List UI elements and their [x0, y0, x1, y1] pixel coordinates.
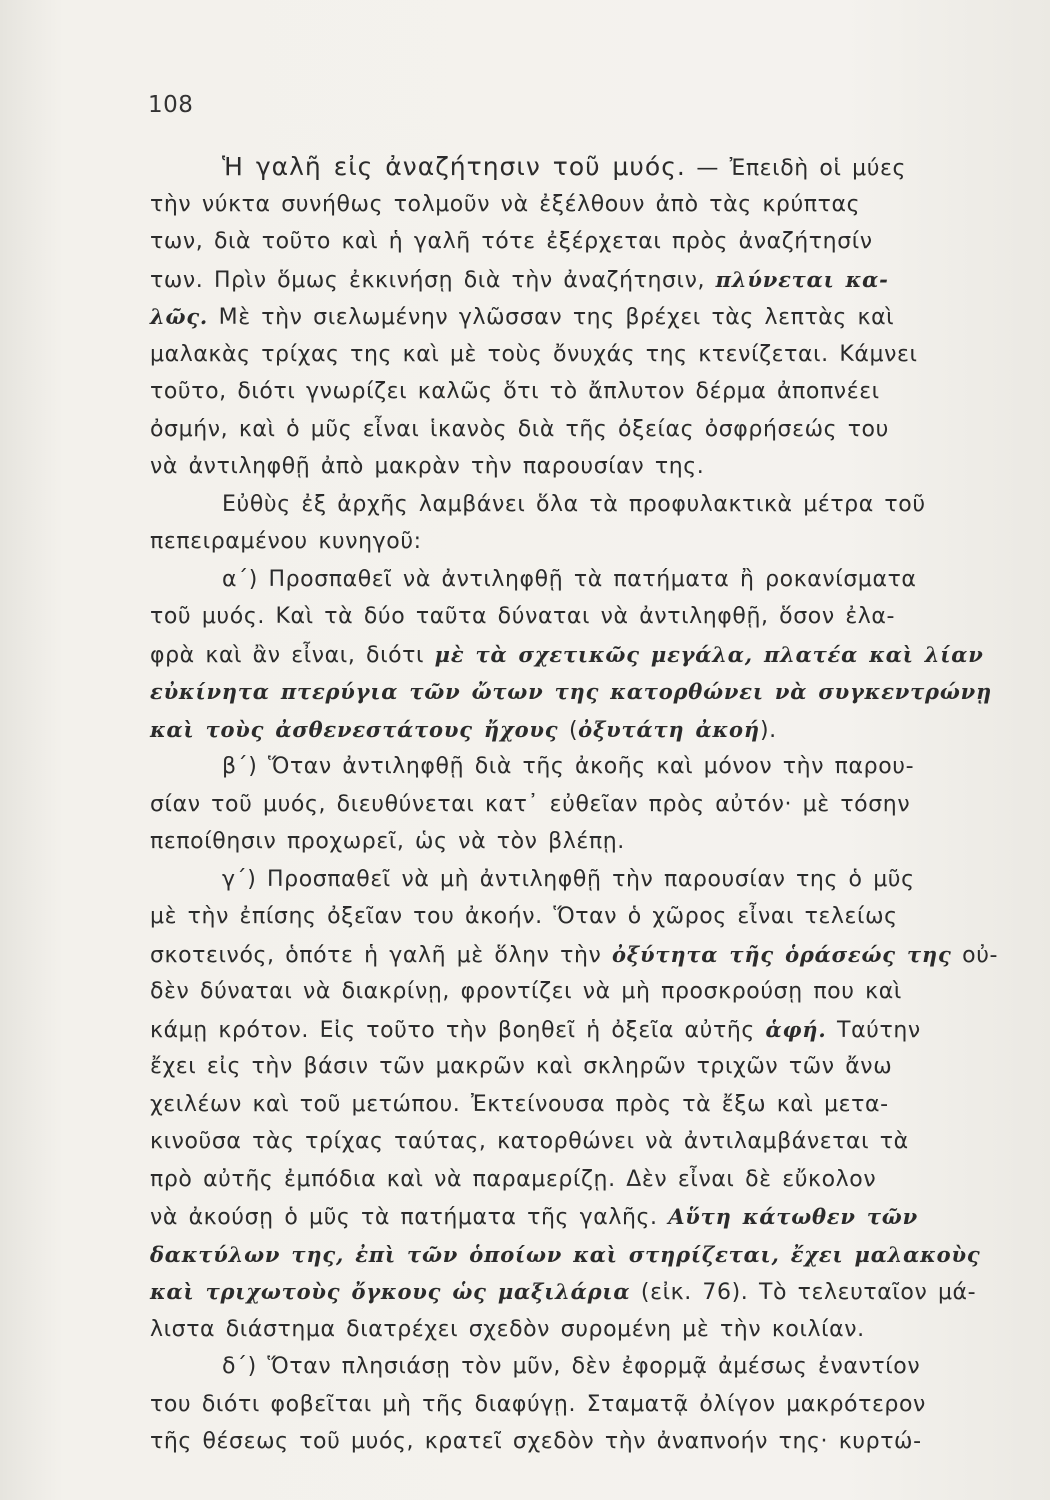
text-segment: Ταύτην — [826, 1017, 921, 1043]
emphasis-text: ὀξυτάτη ἀκοή — [578, 716, 760, 742]
text-line — [150, 373, 1020, 411]
text-segment: δ΄) Ὅταν πλησιάσῃ τὸν μῦν, δὲν ἐφορμᾷ ἀμέσως ἐναντίον — [222, 1354, 921, 1379]
text-line — [150, 1311, 1020, 1349]
text-line — [150, 561, 1020, 599]
section-heading: Ἡ γαλῆ εἰς ἀναζήτησιν τοῦ μυός. — [222, 152, 686, 181]
text-line — [150, 748, 1020, 786]
text-segment: (εἰκ. 76). Τὸ τελευταῖον μά- — [630, 1280, 977, 1305]
text-line — [150, 523, 1020, 561]
text-line — [150, 1048, 1020, 1086]
text-segment: τὴν νύκτα συνήθως τολμοῦν νὰ ἐξέλθουν ἀπὸ τὰς κρύπτας — [150, 191, 861, 217]
emphasis-text: δακτύλων της, ἐπὶ τῶν ὁποίων καὶ στηρίζεται, ἔχει μαλακοὺς — [150, 1241, 981, 1267]
text-segment: β΄) Ὅταν ἀντιληφθῇ διὰ τῆς ἀκοῆς καὶ μόνον τὴν παρου- — [222, 754, 915, 779]
text-line — [150, 1086, 1020, 1124]
text-line — [150, 936, 1020, 974]
text-segment: σίαν τοῦ μυός, διευθύνεται κατ᾽ εὐθεῖαν πρὸς αὐτόν· μὲ τόσην — [150, 791, 911, 817]
text-segment: τῆς θέσεως τοῦ μυός, κρατεῖ σχεδὸν τὴν ἀναπνοήν της· κυρτώ- — [150, 1429, 922, 1454]
text-segment: πεπειραμένου κυνηγοῦ: — [150, 529, 422, 554]
text-segment: νὰ ἀκούσῃ ὁ μῦς τὰ πατήματα τῆς γαλῆς. — [150, 1205, 669, 1230]
text-segment: γ΄) Προσπαθεῖ νὰ μὴ ἀντιληφθῇ τὴν παρουσίαν της ὁ μῦς — [222, 866, 915, 892]
text-segment: ( — [558, 717, 579, 743]
text-segment: φρὰ καὶ ἂν εἶναι, διότι — [150, 642, 435, 668]
text-segment: λιστα διάστημα διατρέχει σχεδὸν συρομένη μὲ τὴν κοιλίαν. — [150, 1316, 865, 1342]
text-line — [150, 898, 1020, 936]
text-line — [150, 186, 1020, 224]
text-segment: α΄) Προσπαθεῖ νὰ ἀντιληφθῇ τὰ πατήματα ἢ ροκανίσματα — [222, 566, 917, 592]
text-line — [150, 1348, 1020, 1386]
emphasis-text: πλύνεται κα- — [715, 266, 889, 292]
text-segment: των. Πρὶν ὅμως ἐκκινήσῃ διὰ τὴν ἀναζήτησιν, — [150, 267, 716, 293]
emphasis-text: ἁφή. — [765, 1016, 827, 1042]
emphasis-text: λῶς. — [150, 304, 209, 329]
emphasis-text: Αὕτη κάτωθεν τῶν — [668, 1204, 918, 1229]
text-segment: μαλακὰς τρίχας της καὶ μὲ τοὺς ὄνυχάς της κτενίζεται. Κάμνει — [150, 341, 918, 367]
text-line — [150, 823, 1020, 861]
text-segment: πεποίθησιν προχωρεῖ, ὡς νὰ τὸν βλέπῃ. — [150, 829, 625, 854]
text-line — [150, 598, 1020, 636]
text-line — [150, 1198, 1020, 1236]
text-segment: τοῦ μυός. Καὶ τὰ δύο ταῦτα δύναται νὰ ἀντιληφθῇ, ὅσον ἐλα- — [150, 604, 896, 629]
emphasis-text: καὶ τριχωτοὺς ὄγκους ὡς μαξιλάρια — [150, 1279, 631, 1304]
text-line — [150, 298, 1020, 336]
text-segment: σκοτεινός, ὁπότε ἡ γαλῆ μὲ ὅλην τὴν — [150, 942, 612, 968]
text-segment: Εὐθὺς ἐξ ἀρχῆς λαμβάνει ὅλα τὰ προφυλακτικὰ μέτρα τοῦ — [222, 491, 926, 517]
text-line — [150, 636, 1020, 674]
text-line — [150, 786, 1020, 824]
text-line — [150, 223, 1020, 261]
text-segment: ). — [759, 717, 777, 743]
text-line — [150, 861, 1020, 899]
text-line — [150, 261, 1020, 299]
page-number: 108 — [148, 92, 194, 118]
text-line — [150, 673, 1020, 711]
emphasis-text: μὲ τὰ σχετικῶς μεγάλα, πλατέα καὶ λίαν — [434, 641, 984, 667]
text-segment: κινοῦσα τὰς τρίχας ταύτας, κατορθώνει νὰ ἀντιλαμβάνεται τὰ — [150, 1129, 909, 1154]
text-line — [150, 1161, 1020, 1199]
emphasis-text: ὀξύτητα τῆς ὁράσεώς της — [611, 941, 952, 967]
text-segment: — Ἐπειδὴ οἱ μύες — [685, 156, 907, 181]
emphasis-text: εὐκίνητα πτερύγια τῶν ὤτων της κατορθώνει νὰ συγκεντρώνῃ — [150, 679, 993, 704]
text-line — [150, 336, 1020, 374]
text-segment: οὐ- — [951, 942, 999, 968]
text-line — [150, 448, 1020, 486]
text-segment: νὰ ἀντιληφθῇ ἀπὸ μακρὰν τὴν παρουσίαν της. — [150, 454, 705, 479]
text-line — [150, 1123, 1020, 1161]
text-segment: πρὸ αὐτῆς ἐμπόδια καὶ νὰ παραμερίζῃ. Δὲν εἶναι δὲ εὔκολον — [150, 1166, 877, 1192]
text-segment: κάμῃ κρότον. Εἰς τοῦτο τὴν βοηθεῖ ἡ ὀξεῖα αὐτῆς — [150, 1017, 766, 1043]
text-line — [150, 1386, 1020, 1424]
text-segment: ὀσμήν, καὶ ὁ μῦς εἶναι ἱκανὸς διὰ τῆς ὀξείας ὀσφρήσεώς του — [150, 416, 889, 442]
text-line — [150, 1273, 1020, 1311]
text-segment: τοῦτο, διότι γνωρίζει καλῶς ὅτι τὸ ἄπλυτον δέρμα ἀποπνέει — [150, 379, 880, 404]
text-line — [150, 1011, 1020, 1049]
text-segment: ἔχει εἰς τὴν βάσιν τῶν μακρῶν καὶ σκληρῶν τριχῶν τῶν ἄνω — [150, 1054, 893, 1079]
text-segment: δὲν δύναται νὰ διακρίνῃ, φροντίζει νὰ μὴ προσκρούσῃ που καὶ — [150, 979, 902, 1004]
text-segment: Μὲ τὴν σιελωμένην γλῶσσαν της βρέχει τὰς λεπτὰς καὶ — [208, 305, 895, 330]
text-line — [150, 711, 1020, 749]
body-text — [150, 148, 1020, 1461]
text-line — [150, 973, 1020, 1011]
text-segment: μὲ τὴν ἐπίσης ὀξεῖαν του ἀκοήν. Ὅταν ὁ χῶρος εἶναι τελείως — [150, 904, 898, 929]
text-line — [150, 1423, 1020, 1461]
text-segment: χειλέων καὶ τοῦ μετώπου. Ἐκτείνουσα πρὸς τὰ ἔξω καὶ μετα- — [150, 1091, 889, 1117]
emphasis-text: καὶ τοὺς ἀσθενεστάτους ἤχους — [150, 716, 559, 742]
text-line — [150, 148, 1020, 186]
text-line — [150, 486, 1020, 524]
text-segment: των, διὰ τοῦτο καὶ ἡ γαλῆ τότε ἐξέρχεται πρὸς ἀναζήτησίν — [150, 229, 873, 254]
text-segment: του διότι φοβεῖται μὴ τῆς διαφύγῃ. Σταματᾷ ὀλίγον μακρότερον — [150, 1391, 926, 1417]
text-line — [150, 411, 1020, 449]
text-line — [150, 1236, 1020, 1274]
